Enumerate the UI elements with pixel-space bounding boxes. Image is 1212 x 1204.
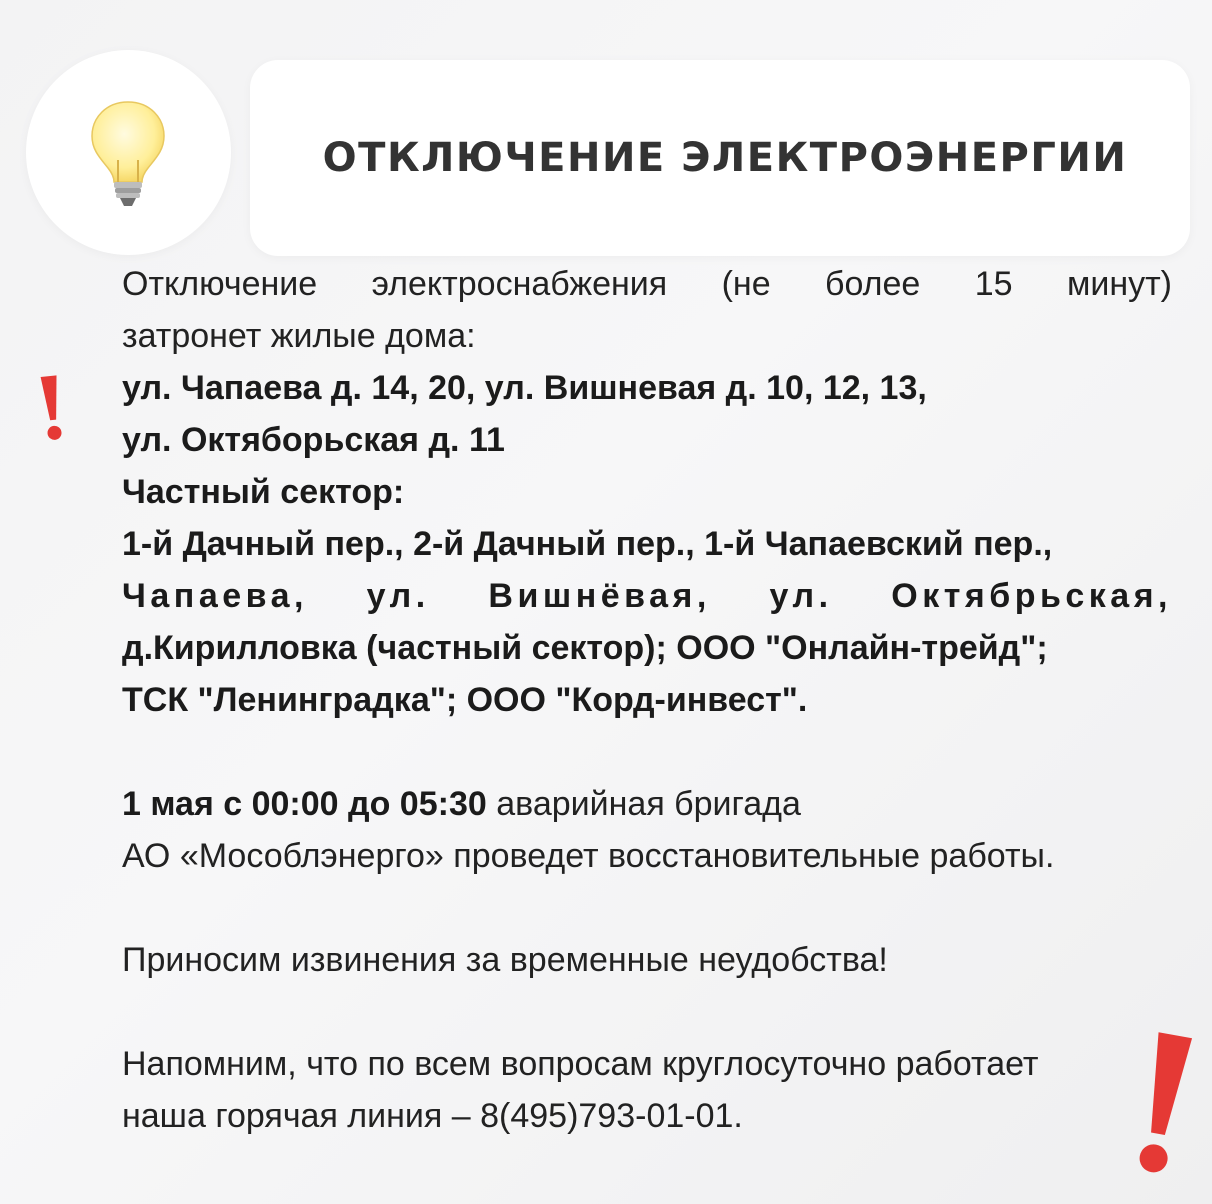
intro-line-1: Отключение электроснабжения (не более 15 минут)	[122, 265, 1172, 303]
intro-line-2: затронет жилые дома:	[122, 317, 476, 355]
works-line-1	[122, 778, 1172, 830]
private-sector-line-3: д.Кирилловка (частный сектор); ООО "Онлайн-трейд";	[122, 629, 1048, 667]
outage-datetime: 1 мая с 00:00 до 05:30	[122, 785, 487, 823]
houses-line-1: ул. Чапаева д. 14, 20, ул. Вишневая д. 10, 12, 13,	[122, 369, 927, 407]
private-sector-line-4: ТСК "Ленинградка"; ООО "Корд-инвест".	[122, 681, 808, 719]
notice-body	[122, 258, 1172, 1142]
bulb-badge	[26, 50, 231, 255]
title-card	[250, 60, 1190, 256]
works-text: аварийная бригада	[496, 785, 801, 823]
exclamation-icon	[30, 372, 73, 445]
private-sector-line-2: Чапаева, ул. Вишнёвая, ул. Октябрьская,	[122, 577, 1172, 615]
reminder-line-1: Напомним, что по всем вопросам круглосуточно работает	[122, 1045, 1039, 1083]
lightbulb-icon	[88, 98, 168, 210]
works-line-2: АО «Мособлэнерго» проведет восстановительные работы.	[122, 837, 1055, 875]
houses-line-2: ул. Октяборьская д. 11	[122, 421, 505, 459]
reminder-line-2: наша горячая линия – 8(495)793-01-01.	[122, 1097, 743, 1135]
private-sector-line-1: 1-й Дачный пер., 2-й Дачный пер., 1-й Чапаевский пер.,	[122, 525, 1053, 563]
private-sector-heading: Частный сектор:	[122, 473, 405, 511]
page-title: ОТКЛЮЧЕНИЕ ЭЛЕКТРОЭНЕРГИИ	[322, 135, 1128, 181]
apology-text: Приносим извинения за временные неудобства!	[122, 941, 888, 979]
